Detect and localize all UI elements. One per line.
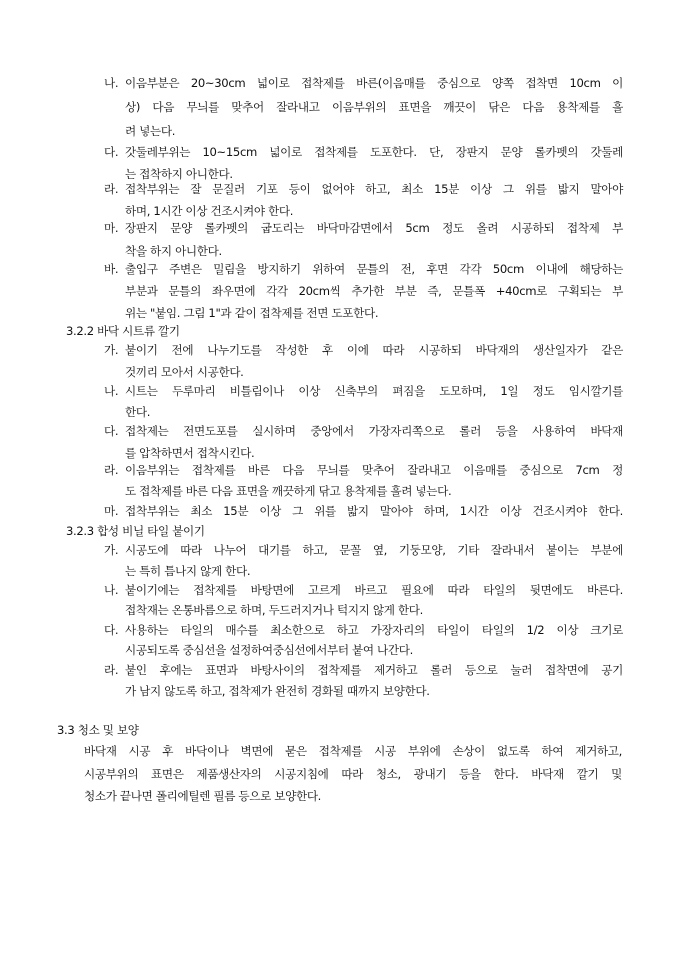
section-heading-3-2-2: 3.2.2 바닥 시트류 깔기 xyxy=(66,324,180,338)
item-na-line-1: 시트는 두루마리 비틀림이나 이상 신축부의 펴짐을 도모하며, 1일 정도 임시깔기를 xyxy=(125,384,623,398)
item-ga-line-1: 붙이기 전에 나누기도를 작성한 후 이에 따라 시공하되 바닥재의 생산일자가 같은 xyxy=(125,343,623,357)
list-marker-ga: 가. xyxy=(104,543,119,557)
item-da-line-2: 는 접착하지 아니한다. xyxy=(125,167,233,181)
item-ma-line-2: 착을 하지 아니한다. xyxy=(125,244,222,258)
list-marker-ma: 마. xyxy=(104,221,119,235)
list-marker-da: 다. xyxy=(104,623,119,637)
item-ma-line-1: 접착부위는 최소 15분 이상 그 위를 밟지 말아야 하며, 1시간 이상 건조시켜야 한다. xyxy=(125,504,623,518)
paragraph-3-3-line-2: 시공부위의 표면은 제품생산자의 시공지침에 따라 청소, 광내기 등을 한다. 바닥재 깔기 및 xyxy=(84,767,622,781)
item-ra-line-1: 이음부위는 접착제를 바른 다음 무늬를 맞추어 잘라내고 이음매를 중심으로 7cm 정 xyxy=(125,463,623,477)
list-marker-na: 나. xyxy=(104,384,119,398)
item-ba-line-1: 출입구 주변은 밀림을 방지하기 위하여 문틀의 전, 후면 각각 50cm 이내에 해당하는 xyxy=(125,262,623,276)
item-na-line-2: 한다. xyxy=(125,405,151,419)
list-marker-da: 다. xyxy=(104,424,119,438)
item-na-line-1: 이음부분은 20~30cm 넓이로 접착제를 바른(이음매를 중심으로 양쪽 접착면 10cm 이 xyxy=(125,76,623,90)
list-marker-ga: 가. xyxy=(104,343,119,357)
item-na-line-3: 려 넣는다. xyxy=(125,124,176,138)
item-ga-line-1: 시공도에 따라 나누어 대기를 하고, 문꼴 옆, 기둥모양, 기타 잘라내서 붙이는 부분에 xyxy=(125,543,623,557)
list-marker-da: 다. xyxy=(104,145,119,159)
item-da-line-1: 접착제는 전면도포를 실시하며 중앙에서 가장자리쪽으로 롤러 등을 사용하여 바닥재 xyxy=(125,424,623,438)
item-ra-line-1: 붙인 후에는 표면과 바탕사이의 접착제를 제거하고 롤러 등으로 눌러 접착면에 공기 xyxy=(125,663,623,677)
item-ba-line-3: 위는 "붙임. 그림 1"과 같이 접착제를 전면 도포한다. xyxy=(125,306,379,320)
item-na-line-2: 상) 다음 무늬를 맞추어 잘라내고 이음부위의 표면을 깨끗이 닦은 다음 용착제를 흘 xyxy=(125,100,623,114)
section-heading-3-2-3: 3.2.3 합성 비닐 타일 붙이기 xyxy=(66,524,205,538)
item-da-line-1: 사용하는 타일의 매수를 최소한으로 하고 가장자리의 타일이 타일의 1/2 이상 크기로 xyxy=(125,623,623,637)
list-marker-na: 나. xyxy=(104,583,119,597)
paragraph-3-3-line-1: 바닥재 시공 후 바닥이나 벽면에 묻은 접착제를 시공 부위에 손상이 없도록 하여 제거하고, xyxy=(84,744,622,758)
item-da-line-2: 를 압착하면서 접착시킨다. xyxy=(125,446,255,460)
item-ra-line-1: 접착부위는 잘 문질러 기포 등이 없어야 하고, 최소 15분 이상 그 위를 밟지 말아야 xyxy=(125,182,623,196)
list-marker-na: 나. xyxy=(104,76,119,90)
item-ra-line-2: 도 접착제를 바른 다음 표면을 깨끗하게 닦고 용착제를 흘려 넣는다. xyxy=(125,484,452,498)
item-ra-line-2: 가 남지 않도록 하고, 접착제가 완전히 경화될 때까지 보양한다. xyxy=(125,684,430,698)
item-ra-line-2: 하며, 1시간 이상 건조시켜야 한다. xyxy=(125,204,294,218)
item-ma-line-1: 장판지 문양 롤카펫의 굽도리는 바닥마감면에서 5cm 정도 올려 시공하되 접착제 부 xyxy=(125,221,623,235)
list-marker-ra: 라. xyxy=(104,463,119,477)
list-marker-ba: 바. xyxy=(104,262,119,276)
paragraph-3-3-line-3: 청소가 끝나면 폴리에틸렌 필름 등으로 보양한다. xyxy=(84,789,322,803)
list-marker-ra: 라. xyxy=(104,663,119,677)
list-marker-ma: 마. xyxy=(104,504,119,518)
section-heading-3-3: 3.3 청소 및 보양 xyxy=(57,723,139,737)
item-da-line-1: 갓둘레부위는 10~15cm 넓이로 접착제를 도포한다. 단, 장판지 문양 롤카펫의 갓둘레 xyxy=(125,145,623,159)
item-ba-line-2: 부분과 문틀의 좌우면에 각각 20cm씩 추가한 부분 즉, 문틀폭 +40cm로 구획되는 부 xyxy=(125,284,623,298)
list-marker-ra: 라. xyxy=(104,182,119,196)
item-ga-line-2: 는 특히 틈나지 않게 한다. xyxy=(125,564,251,578)
item-da-line-2: 시공되도록 중심선을 설정하여중심선에서부터 붙여 나간다. xyxy=(125,643,413,657)
item-na-line-2: 접착재는 온통바름으로 하며, 두드러지거나 턱지지 않게 한다. xyxy=(125,603,423,617)
item-na-line-1: 붙이기에는 접착제를 바탕면에 고르게 바르고 필요에 따라 타일의 뒷면에도 바른다. xyxy=(125,583,623,597)
item-ga-line-2: 것끼리 모아서 시공한다. xyxy=(125,365,244,379)
